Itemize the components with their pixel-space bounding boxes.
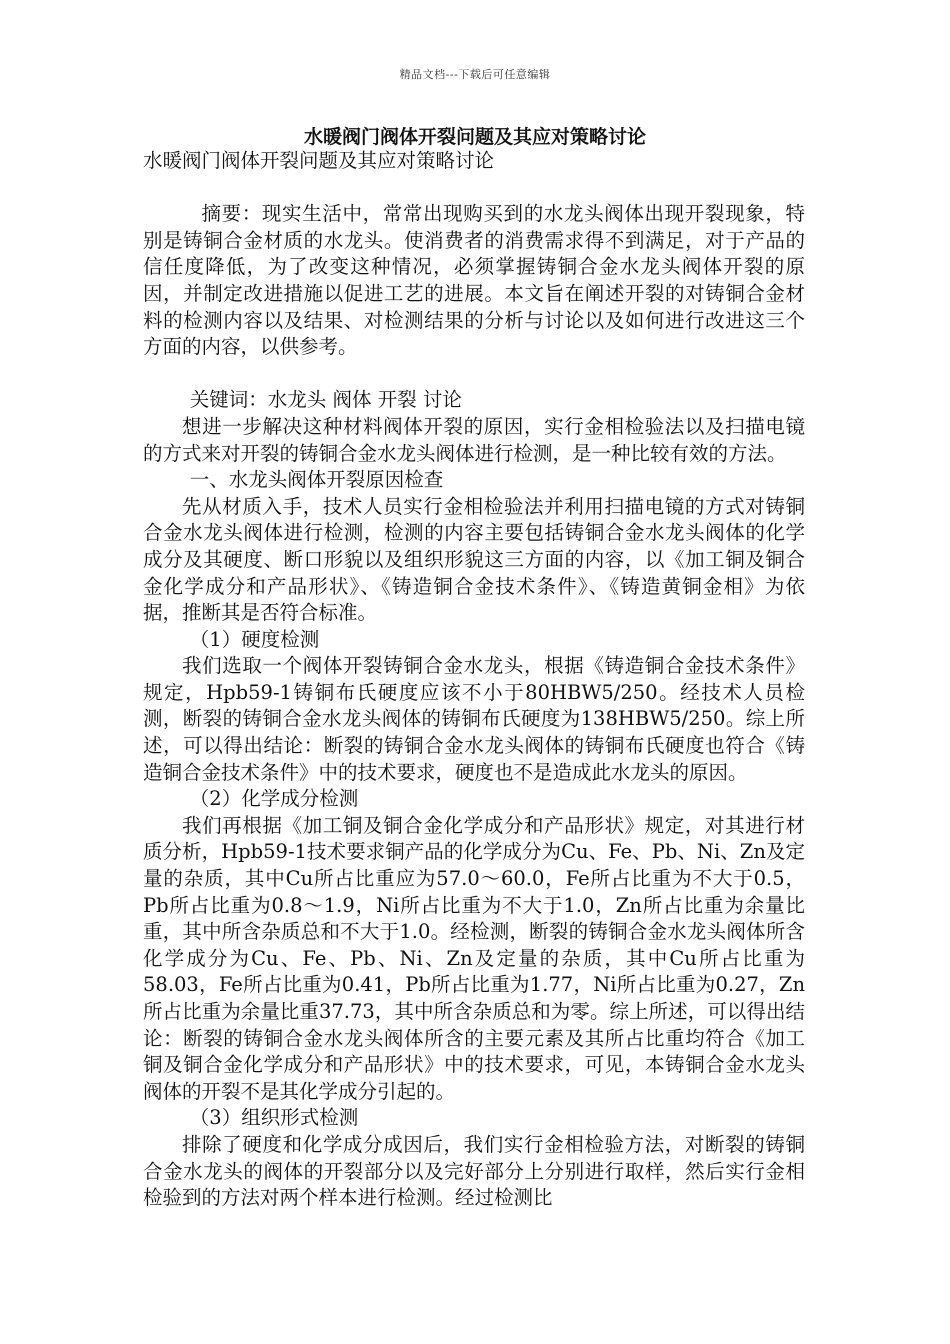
document-title: 水暖阀门阀体开裂问题及其应对策略讨论 [303,126,646,148]
abstract-paragraph: 摘要：现实生活中，常常出现购买到的水龙头阀体出现开裂现象，特别是铸铜合金材质的水龙头。使消费者的消费需求得不到满足，对于产品的信任度降低，为了改变这种情况，必须掌握铸铜合金水龙头阀体开裂的原因，并制定改进措施以促进工艺的进展。本文旨在阐述开裂的对铸铜合金材料的检测内容以及结果、对检测结果的分析与讨论以及如何进行改进这三个方面的内容，以供参考。 [143,202,805,359]
document-subtitle: 水暖阀门阀体开裂问题及其应对策略讨论 [143,149,495,172]
subsection-heading-structure: （3）组织形式检测 [189,1106,359,1130]
document-body [143,148,805,1212]
intro-paragraph: 想进一步解决这种材料阀体开裂的原因，实行金相检验法以及扫描电镜的方式来对开裂的铸铜合金水龙头阀体进行检测，是一种比较有效的方法。 [143,414,805,465]
subsection-heading-chemistry: （2）化学成分检测 [189,787,359,811]
section-heading-1: 一、水龙头阀体开裂原因检查 [189,468,444,492]
keywords-line: 关键词：水龙头 阀体 开裂 讨论 [189,388,462,412]
hardness-paragraph: 我们选取一个阀体开裂铸铜合金水龙头，根据《铸造铜合金技术条件》规定，Hpb59-1铸铜布氏硬度应该不小于80HBW5/250。经技术人员检测，断裂的铸铜合金水龙头阀体的铸铜布氏硬度为138HBW5/250。综上所述，可以得出结论：断裂的铸铜合金水龙头阀体的铸铜布氏硬度也符合《铸造铜合金技术条件》中的技术要求，硬度也不是造成此水龙头的原因。 [143,654,805,784]
section-1-paragraph: 先从材质入手，技术人员实行金相检验法并利用扫描电镜的方式对铸铜合金水龙头阀体进行检测，检测的内容主要包括铸铜合金水龙头阀体的化学成分及其硬度、断口形貌以及组织形貌这三方面的内容，以《加工铜及铜合金化学成分和产品形状》、《铸造铜合金技术条件》、《铸造黄铜金相》为依据，推断其是否符合标准。 [143,494,805,625]
page-header: 精品文档---下载后可任意编辑 [399,68,551,81]
subsection-heading-hardness: （1）硬度检测 [189,627,320,651]
structure-paragraph: 排除了硬度和化学成分成因后，我们实行金相检验方法，对断裂的铸铜合金水龙头的阀体的开裂部分以及完好部分上分别进行取样，然后实行金相检验到的方法对两个样本进行检测。经过检测比 [143,1132,805,1210]
chemistry-paragraph: 我们再根据《加工铜及铜合金化学成分和产品形状》规定，对其进行材质分析，Hpb59-1技术要求铜产品的化学成分为Cu、Fe、Pb、Ni、Zn及定量的杂质，其中Cu所占比重应为57.0～60.0，Fe所占比重为不大于0.5，Pb所占比重为0.8～1.9，Ni所占比重为不大于1.0，Zn所占比重为余量比重，其中所含杂质总和不大于1.0。经检测，断裂的铸铜合金水龙头阀体所含化学成分为Cu、Fe、Pb、Ni、Zn及定量的杂质，其中Cu所占比重为58.03，Fe所占比重为0.41，Pb所占比重为1.77，Ni所占比重为0.27，Zn所占比重为余量比重37.73，其中所含杂质总和为零。综上所述，可以得出结论：断裂的铸铜合金水龙头阀体所含的主要元素及其所占比重均符合《加工铜及铜合金化学成分和产品形状》中的技术要求，可见，本铸铜合金水龙头阀体的开裂不是其化学成分引起的。 [143,813,805,1103]
